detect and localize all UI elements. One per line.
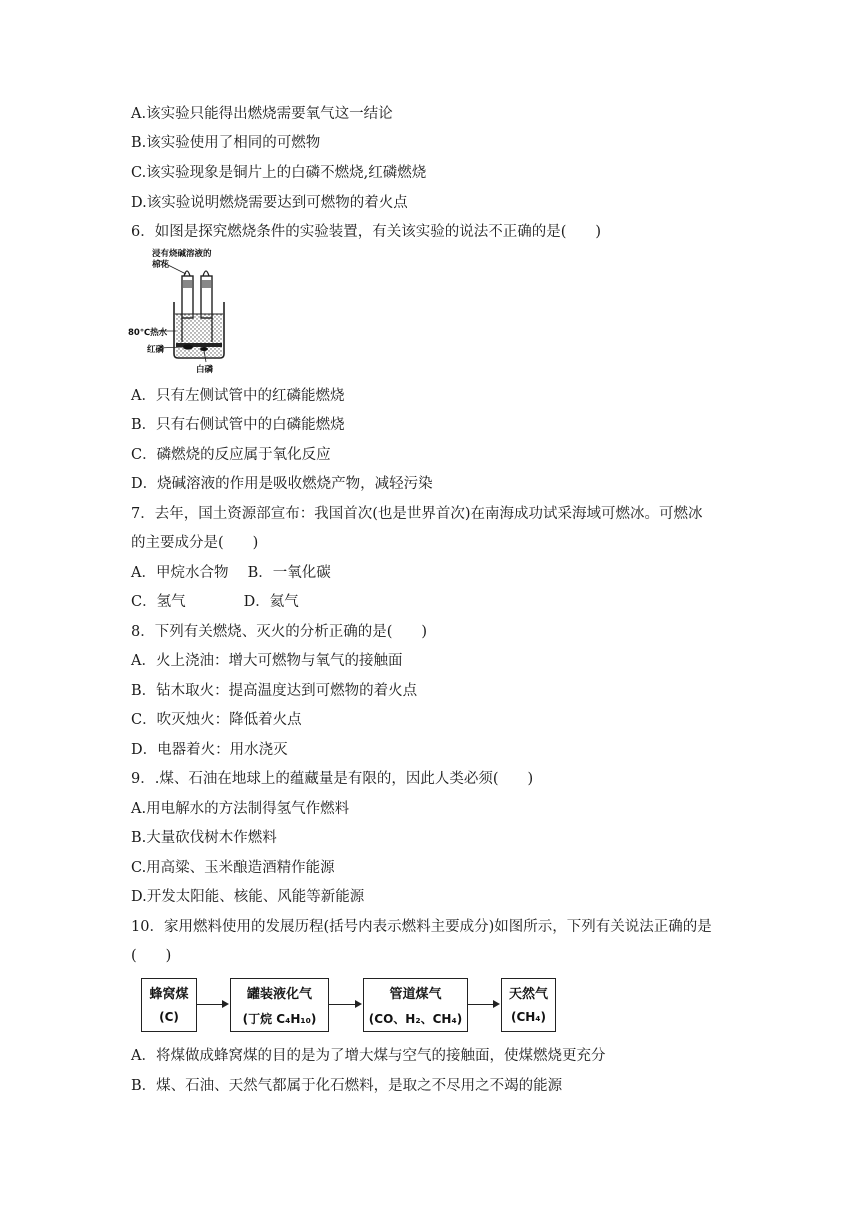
- q10-option-a: A．将煤做成蜂窝煤的目的是为了增大煤与空气的接触面，使煤燃烧更充分: [131, 1048, 606, 1064]
- flow-box-formula: (C): [159, 1010, 179, 1024]
- q10-stem-line1: 10．家用燃料使用的发展历程(括号内表示燃料主要成分)如图所示，下列有关说法正确的是: [131, 919, 712, 935]
- flow-box-formula: (CO、H₂、CH₄): [368, 1012, 463, 1026]
- label-red-phosphorus: 红磷: [147, 345, 165, 355]
- q6-option-b: B．只有右侧试管中的白磷能燃烧: [131, 417, 345, 433]
- flow-box-name: 蜂窝煤: [149, 987, 189, 1002]
- q9-option-a: A.用电解水的方法制得氢气作燃料: [131, 801, 350, 817]
- q6-option-a: A．只有左侧试管中的红磷能燃烧: [131, 388, 345, 404]
- q10-option-b: B．煤、石油、天然气都属于化石燃料，是取之不尽用之不竭的能源: [131, 1078, 563, 1094]
- q8-stem: 8．下列有关燃烧、灭火的分析正确的是( ): [131, 624, 428, 640]
- flow-box-lpg: [230, 978, 329, 1032]
- flow-box-name: 罐装液化气: [246, 987, 312, 1002]
- q6-option-c: C．磷燃烧的反应属于氧化反应: [131, 447, 331, 463]
- q6-apparatus-figure: [128, 250, 238, 376]
- q8-option-a: A．火上浇油：增大可燃物与氧气的接触面: [131, 653, 403, 669]
- q9-option-c: C.用高粱、玉米酿造酒精作能源: [131, 860, 335, 876]
- q7-stem-line2: 的主要成分是( ): [131, 535, 259, 551]
- q9-option-d: D.开发太阳能、核能、风能等新能源: [131, 889, 365, 905]
- flow-box-formula: (CH₄): [510, 1010, 547, 1024]
- flow-arrow: [468, 1004, 498, 1005]
- q9-option-b: B.大量砍伐树木作燃料: [131, 830, 277, 846]
- q6-stem: 6．如图是探究燃烧条件的实验装置，有关该实验的说法不正确的是( ): [131, 224, 602, 240]
- flow-box-name: 天然气: [508, 987, 548, 1002]
- q8-option-b: B．钻木取火：提高温度达到可燃物的着火点: [131, 683, 418, 699]
- flow-box-honeycomb-coal: [141, 978, 197, 1032]
- flow-box-natural-gas: [501, 978, 556, 1032]
- flow-box-formula: (丁烷 C₄H₁₀): [242, 1012, 317, 1026]
- q8-option-c: C．吹灭烛火：降低着火点: [131, 712, 302, 728]
- q10-stem-line2: ( ): [131, 948, 172, 964]
- q5-option-a: A.该实验只能得出燃烧需要氧气这一结论: [131, 106, 393, 122]
- flow-arrow: [197, 1004, 227, 1005]
- q7-stem-line1: 7．去年，国土资源部宣布：我国首次(也是世界首次)在南海成功试采海域可燃冰。可燃冰: [131, 506, 703, 522]
- label-white-phosphorus: 白磷: [196, 365, 214, 375]
- flow-arrow: [329, 1004, 360, 1005]
- label-hot-water: 80℃热水: [128, 328, 168, 338]
- q5-option-d: D.该实验说明燃烧需要达到可燃物的着火点: [131, 195, 408, 211]
- q6-option-d: D．烧碱溶液的作用是吸收燃烧产物，减轻污染: [131, 476, 433, 492]
- q9-stem: 9．.煤、石油在地球上的蕴藏量是有限的，因此人类必须( ): [131, 771, 534, 787]
- q7-options-row2: C．氢气 D．氦气: [131, 594, 299, 610]
- q7-options-row1: A．甲烷水合物 B．一氧化碳: [131, 565, 331, 581]
- label-cotton: 浸有烧碱溶液的棉花: [152, 249, 212, 270]
- q8-option-d: D．电器着火：用水浇灭: [131, 742, 288, 758]
- q5-option-c: C.该实验现象是铜片上的白磷不燃烧,红磷燃烧: [131, 165, 427, 181]
- flow-box-name: 管道煤气: [389, 987, 442, 1002]
- flow-box-pipeline-gas: [363, 978, 468, 1032]
- q5-option-b: B.该实验使用了相同的可燃物: [131, 135, 321, 151]
